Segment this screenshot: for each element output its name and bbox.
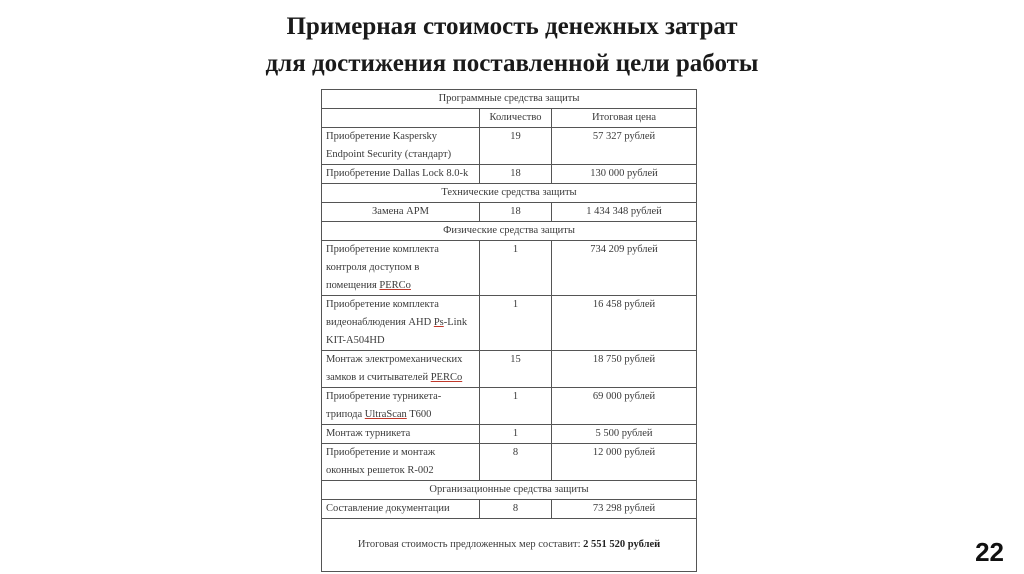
row-qty: 1	[480, 388, 552, 425]
table-row	[322, 425, 697, 444]
row-name: Приобретение комплекта контроля доступом в помещения PERCo	[322, 241, 480, 296]
row-name: Монтаж турникета	[322, 425, 480, 444]
total-value: 2 551 520 рублей	[583, 539, 661, 550]
row-price: 130 000 рублей	[552, 165, 697, 184]
section-organizational: Организационные средства защиты	[322, 481, 697, 500]
row-price: 734 209 рублей	[552, 241, 697, 296]
total-row	[322, 519, 697, 572]
row-name: Составление документации	[322, 500, 480, 519]
section-row	[322, 90, 697, 109]
row-price: 73 298 рублей	[552, 500, 697, 519]
table-row	[322, 500, 697, 519]
row-name: Приобретение и монтаж оконных решеток R-002	[322, 444, 480, 481]
table-row	[322, 388, 697, 425]
table-row	[322, 241, 697, 296]
section-row	[322, 222, 697, 241]
row-name: Замена АРМ	[322, 203, 480, 222]
table-row	[322, 351, 697, 388]
header-row	[322, 109, 697, 128]
table-row	[322, 128, 697, 165]
header-empty	[322, 109, 480, 128]
row-qty: 8	[480, 444, 552, 481]
row-qty: 15	[480, 351, 552, 388]
row-qty: 8	[480, 500, 552, 519]
cost-table	[321, 89, 697, 572]
row-name: Приобретение комплекта видеонаблюдения AHD Ps-Link KIT-A504HD	[322, 296, 480, 351]
row-price: 1 434 348 рублей	[552, 203, 697, 222]
row-name: Приобретение турникета- трипода UltraScan T600	[322, 388, 480, 425]
header-price: Итоговая цена	[552, 109, 697, 128]
row-qty: 1	[480, 425, 552, 444]
row-qty: 18	[480, 165, 552, 184]
row-qty: 19	[480, 128, 552, 165]
row-price: 5 500 рублей	[552, 425, 697, 444]
header-quantity: Количество	[480, 109, 552, 128]
row-name: Монтаж электромеханических замков и считывателей PERCo	[322, 351, 480, 388]
row-price: 69 000 рублей	[552, 388, 697, 425]
slide-title	[0, 8, 1024, 82]
total-label: Итоговая стоимость предложенных мер составит:	[357, 539, 584, 550]
section-software: Программные средства защиты	[322, 90, 697, 109]
row-name: Приобретение Kaspersky Endpoint Security (стандарт)	[322, 128, 480, 165]
page-number: 22	[975, 537, 1004, 567]
row-price: 16 458 рублей	[552, 296, 697, 351]
section-technical: Технические средства защиты	[322, 184, 697, 203]
table-row	[322, 296, 697, 351]
row-name: Приобретение Dallas Lock 8.0-k	[322, 165, 480, 184]
table-row	[322, 165, 697, 184]
table-row	[322, 203, 697, 222]
section-physical: Физические средства защиты	[322, 222, 697, 241]
table-row	[322, 444, 697, 481]
row-qty: 1	[480, 296, 552, 351]
row-price: 18 750 рублей	[552, 351, 697, 388]
cost-table-container	[321, 89, 696, 572]
row-qty: 1	[480, 241, 552, 296]
title-line-2: для достижения поставленной цели работы	[265, 50, 759, 77]
row-price: 12 000 рублей	[552, 444, 697, 481]
total-cell	[322, 519, 697, 572]
title-line-1: Примерная стоимость денежных затрат	[286, 13, 738, 40]
row-price: 57 327 рублей	[552, 128, 697, 165]
row-qty: 18	[480, 203, 552, 222]
section-row	[322, 184, 697, 203]
section-row	[322, 481, 697, 500]
